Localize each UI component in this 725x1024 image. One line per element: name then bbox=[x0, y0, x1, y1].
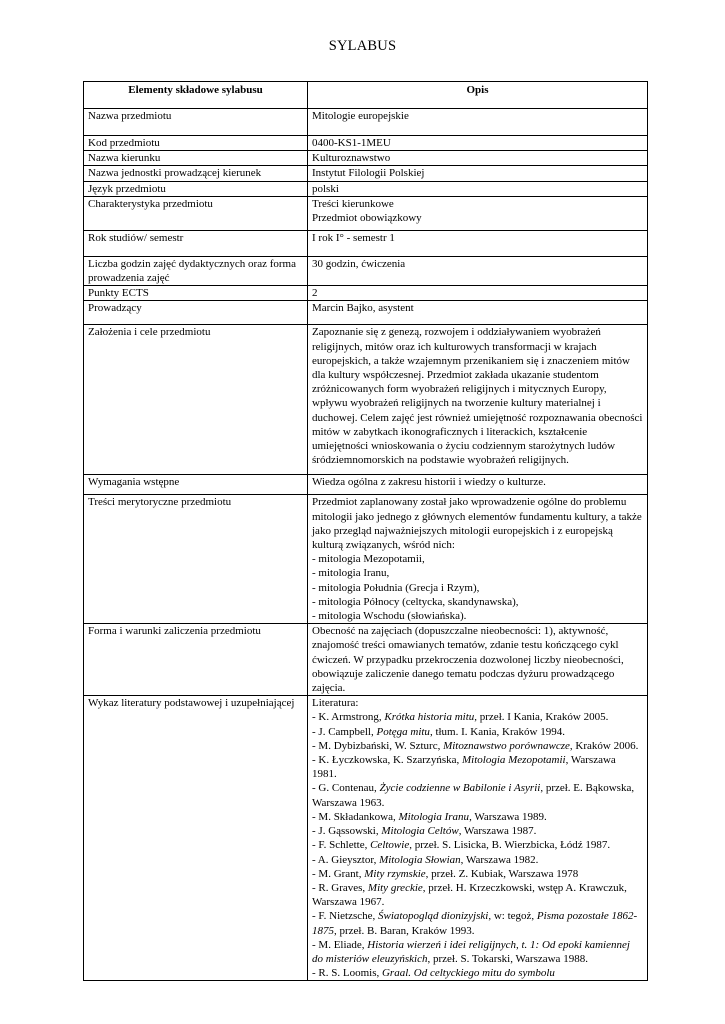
header-elements: Elementy składowe sylabusu bbox=[84, 82, 308, 109]
row-value: I rok I° - semestr 1 bbox=[308, 230, 648, 256]
row-value: Instytut Filologii Polskiej bbox=[308, 166, 648, 181]
literature-item: - G. Contenau, Życie codzienne w Babilonie i Asyrii, przeł. E. Bąkowska, Warszawa 1963. bbox=[312, 782, 635, 809]
row-label: Nazwa jednostki prowadzącej kierunek bbox=[84, 166, 308, 181]
literature-item: - K. Łyczkowska, K. Szarzyńska, Mitologia Mezopotamii, Warszawa 1981. bbox=[312, 754, 616, 781]
row-label: Wymagania wstępne bbox=[84, 475, 308, 495]
table-row bbox=[84, 151, 648, 166]
table-row bbox=[84, 624, 648, 696]
row-label: Założenia i cele przedmiotu bbox=[84, 325, 308, 475]
literature-item: - K. Armstrong, Krótka historia mitu, przeł. I Kania, Kraków 2005. bbox=[312, 711, 609, 724]
row-label: Treści merytoryczne przedmiotu bbox=[84, 495, 308, 624]
row-label: Nazwa przedmiotu bbox=[84, 109, 308, 136]
literature-item: - M. Eliade, Historia wierzeń i idei religijnych, t. 1: Od epoki kamiennej do misteriów eleuzyńskich, przeł. S. Tokarski, Warszawa 1988. bbox=[312, 938, 630, 965]
literature-item: - J. Campbell, Potęga mitu, tłum. I. Kania, Kraków 1994. bbox=[312, 725, 565, 738]
literature-item: - R. Graves, Mity greckie, przeł. H. Krzeczkowski, wstęp A. Krawczuk, Warszawa 1967. bbox=[312, 881, 627, 909]
literature-item: - R. S. Loomis, Graal. Od celtyckiego mitu do symbolu bbox=[312, 967, 555, 980]
row-value: Zapoznanie się z genezą, rozwojem i oddziaływaniem wyobrażeń religijnych, mitów oraz ich kulturowych transformacji w krajach europejskich, a także wzajemnym przenikaniem się i znaczeniem mitów dla kultury współczesnej. Przedmiot zakłada ukazanie studentom zróżnicowanych form wyobrażeń religijnych i mitycznych Europy, wpływu wyobrażeń religijnych na tworzenie kultury materialnej i duchowej. Celem zajęć jest również umiejętność rozpoznawania obecności mitów w zabytkach ikonograficznych i literackich, kształcenie umiejętności wnioskowania o życiu codziennym starożytnych ludów śródziemnomorskich na podstawie wyobrażeń religijnych. bbox=[308, 325, 648, 475]
literature-item: - A. Gieysztor, Mitologia Słowian, Warszawa 1982. bbox=[312, 853, 539, 866]
row-value: Przedmiot zaplanowany został jako wprowadzenie ogólne do problemu mitologii jako jednego z głównych elementów fundamentu kultury, a także jako przegląd najważniejszych mitologii europejskich i z europejską kulturą związanych, wśród nich: - mitologia Mezopotamii, - mitologia Iranu, - mitologia Południa (Grecja i Rzym), - mitologia Północy (celtycka, skandynawska), - mitologia Wschodu (słowiańska). bbox=[308, 495, 648, 624]
literature-heading: Literatura: bbox=[312, 697, 359, 710]
literature-item: - F. Schlette, Celtowie, przeł. S. Lisicka, B. Wierzbicka, Łódź 1987. bbox=[312, 839, 611, 852]
table-row bbox=[84, 166, 648, 181]
row-label: Kod przedmiotu bbox=[84, 136, 308, 151]
literature-item: - M. Składankowa, Mitologia Iranu, Warszawa 1989. bbox=[312, 810, 547, 823]
table-row bbox=[84, 325, 648, 475]
row-label: Punkty ECTS bbox=[84, 286, 308, 301]
literature-item: - J. Gąssowski, Mitologia Celtów, Warszawa 1987. bbox=[312, 825, 537, 838]
literature-item: - M. Grant, Mity rzymskie, przeł. Z. Kubiak, Warszawa 1978 bbox=[312, 867, 579, 880]
table-row bbox=[84, 136, 648, 151]
table-row bbox=[84, 301, 648, 325]
header-description: Opis bbox=[308, 82, 648, 109]
literature-item: - M. Dybizbański, W. Szturc, Mitoznawstwo porównawcze, Kraków 2006. bbox=[312, 739, 639, 752]
row-value: Obecność na zajęciach (dopuszczalne nieobecności: 1), aktywność, znajomość treści omawianych tematów, zdanie testu kończącego cykl ćwiczeń. W przypadku przekroczenia dozwolonej liczby nieobecności, obowiązuje zaliczenie danego tematu podczas dyżuru prowadzącego zajęcia. bbox=[308, 624, 648, 696]
syllabus-table bbox=[83, 81, 648, 981]
row-value: Kulturoznawstwo bbox=[308, 151, 648, 166]
row-value: 0400-KS1-1MEU bbox=[308, 136, 648, 151]
document-title: SYLABUS bbox=[328, 38, 397, 54]
table-row bbox=[84, 286, 648, 301]
table-row bbox=[84, 181, 648, 196]
row-label: Charakterystyka przedmiotu bbox=[84, 196, 308, 230]
literature-list bbox=[308, 696, 648, 981]
row-value: Treści kierunkowe Przedmiot obowiązkowy bbox=[308, 196, 648, 230]
row-label: Rok studiów/ semestr bbox=[84, 230, 308, 256]
row-value: 2 bbox=[308, 286, 648, 301]
table-row bbox=[84, 230, 648, 256]
row-value: Mitologie europejskie bbox=[308, 109, 648, 136]
row-label: Prowadzący bbox=[84, 301, 308, 325]
table-row bbox=[84, 495, 648, 624]
row-value: Marcin Bajko, asystent bbox=[308, 301, 648, 325]
row-label: Nazwa kierunku bbox=[84, 151, 308, 166]
table-row bbox=[84, 256, 648, 285]
literature-item: - F. Nietzsche, Światopogląd dionizyjski, w: tegoż, Pisma pozostałe 1862-1875, przeł. B. Baran, Kraków 1993. bbox=[312, 910, 638, 937]
row-value: 30 godzin, ćwiczenia bbox=[308, 256, 648, 285]
row-value: polski bbox=[308, 181, 648, 196]
row-value: Wiedza ogólna z zakresu historii i wiedzy o kulturze. bbox=[308, 475, 648, 495]
row-label: Wykaz literatury podstawowej i uzupełniającej bbox=[84, 696, 308, 981]
row-label: Liczba godzin zajęć dydaktycznych oraz forma prowadzenia zajęć bbox=[84, 256, 308, 285]
table-row bbox=[84, 475, 648, 495]
row-label: Język przedmiotu bbox=[84, 181, 308, 196]
row-label: Forma i warunki zaliczenia przedmiotu bbox=[84, 624, 308, 696]
table-row bbox=[84, 696, 648, 981]
table-row bbox=[84, 196, 648, 230]
table-row bbox=[84, 109, 648, 136]
